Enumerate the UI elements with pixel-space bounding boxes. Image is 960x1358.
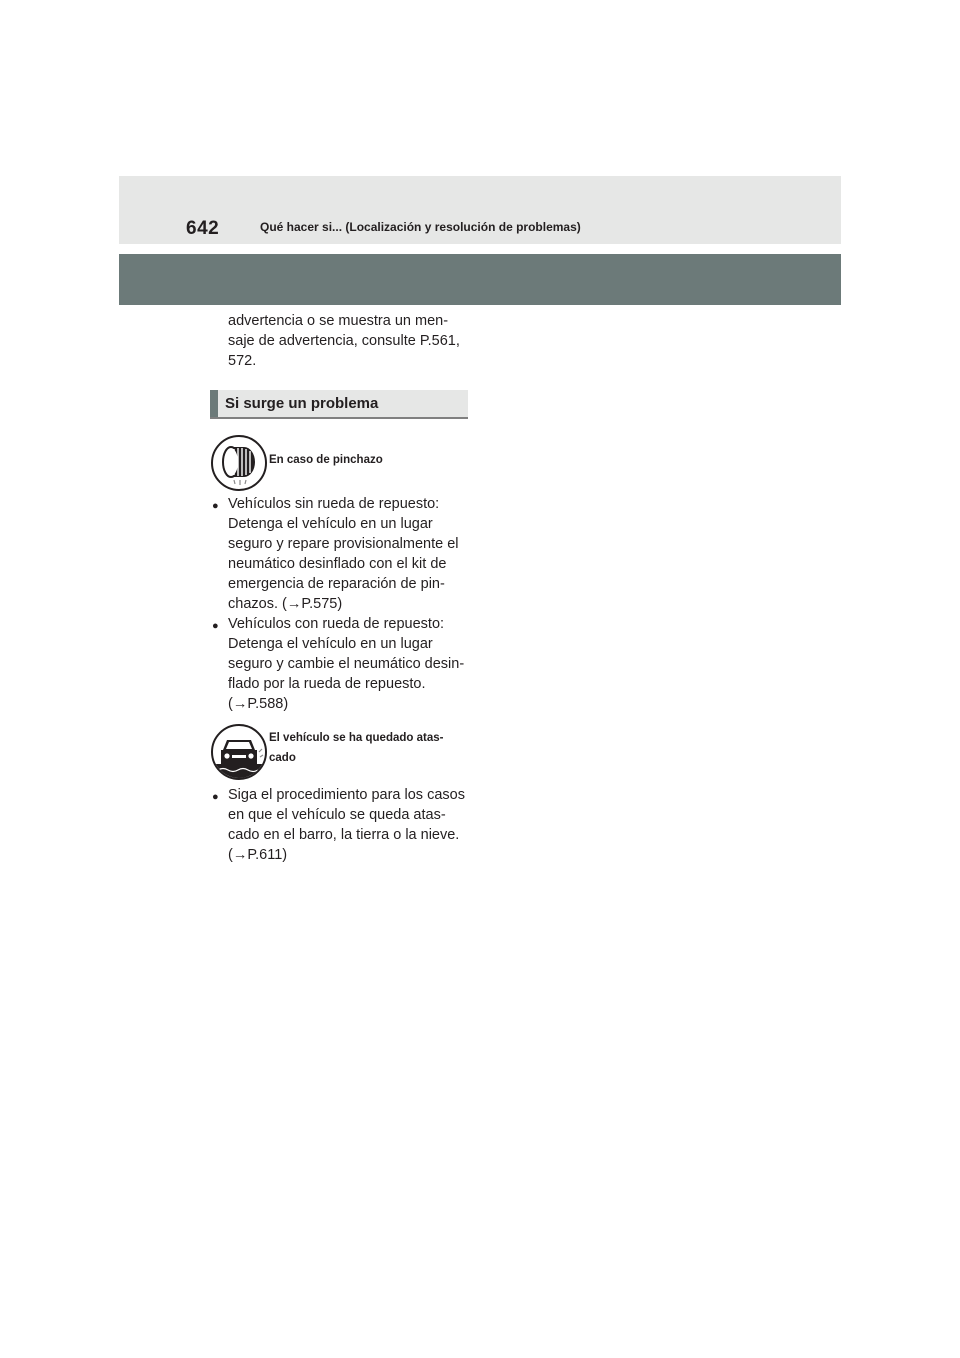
section-heading bbox=[210, 390, 468, 419]
text-line: En caso de pinchazo bbox=[269, 454, 383, 466]
text-line: Detenga el vehículo en un lugar bbox=[228, 636, 433, 652]
text-line: neumático desinflado con el kit de bbox=[228, 556, 447, 572]
text-line: advertencia o se muestra un men- bbox=[228, 313, 449, 329]
text-line: Vehículos sin rueda de repuesto: bbox=[228, 496, 440, 512]
text-line: Siga el procedimiento para los casos bbox=[228, 787, 465, 803]
section-title: Si surge un problema bbox=[225, 395, 379, 412]
stuck-vehicle-icon bbox=[211, 724, 267, 780]
page-number: 642 bbox=[186, 218, 220, 239]
text-line: (→P.588) bbox=[228, 696, 289, 712]
text-line: seguro y repare provisionalmente el bbox=[228, 536, 459, 552]
text-line: flado por la rueda de repuesto. bbox=[228, 676, 426, 692]
bullet-item-stuck bbox=[228, 785, 478, 865]
text-line: cado bbox=[269, 752, 296, 764]
subheading-stuck-vehicle bbox=[269, 728, 469, 768]
bullet-dot: ● bbox=[212, 620, 219, 632]
bullet-dot: ● bbox=[212, 791, 219, 803]
text-line: chazos. (→P.575) bbox=[228, 596, 343, 612]
bullet-item-no-spare bbox=[228, 494, 478, 614]
chapter-title: Qué hacer si... (Localización y resolución de problemas) bbox=[260, 220, 581, 234]
subheading-flat-tire bbox=[269, 450, 383, 470]
text-line: seguro y cambie el neumático desin- bbox=[228, 656, 465, 672]
text-line: en que el vehículo se queda atas- bbox=[228, 807, 446, 823]
flat-tire-icon bbox=[211, 435, 267, 491]
text-line: cado en el barro, la tierra o la nieve. bbox=[228, 827, 460, 843]
intro-paragraph bbox=[228, 311, 478, 371]
text-line: Detenga el vehículo en un lugar bbox=[228, 516, 433, 532]
text-line: 572. bbox=[228, 353, 257, 369]
text-line: (→P.611) bbox=[228, 847, 288, 863]
bullet-item-with-spare bbox=[228, 614, 478, 714]
text-line: El vehículo se ha quedado atas- bbox=[269, 732, 444, 744]
section-accent bbox=[210, 390, 218, 417]
chapter-bar bbox=[119, 254, 841, 305]
text-line: saje de advertencia, consulte P.561, bbox=[228, 333, 460, 349]
text-line: emergencia de reparación de pin- bbox=[228, 576, 445, 592]
bullet-dot: ● bbox=[212, 500, 219, 512]
text-line: Vehículos con rueda de repuesto: bbox=[228, 616, 445, 632]
